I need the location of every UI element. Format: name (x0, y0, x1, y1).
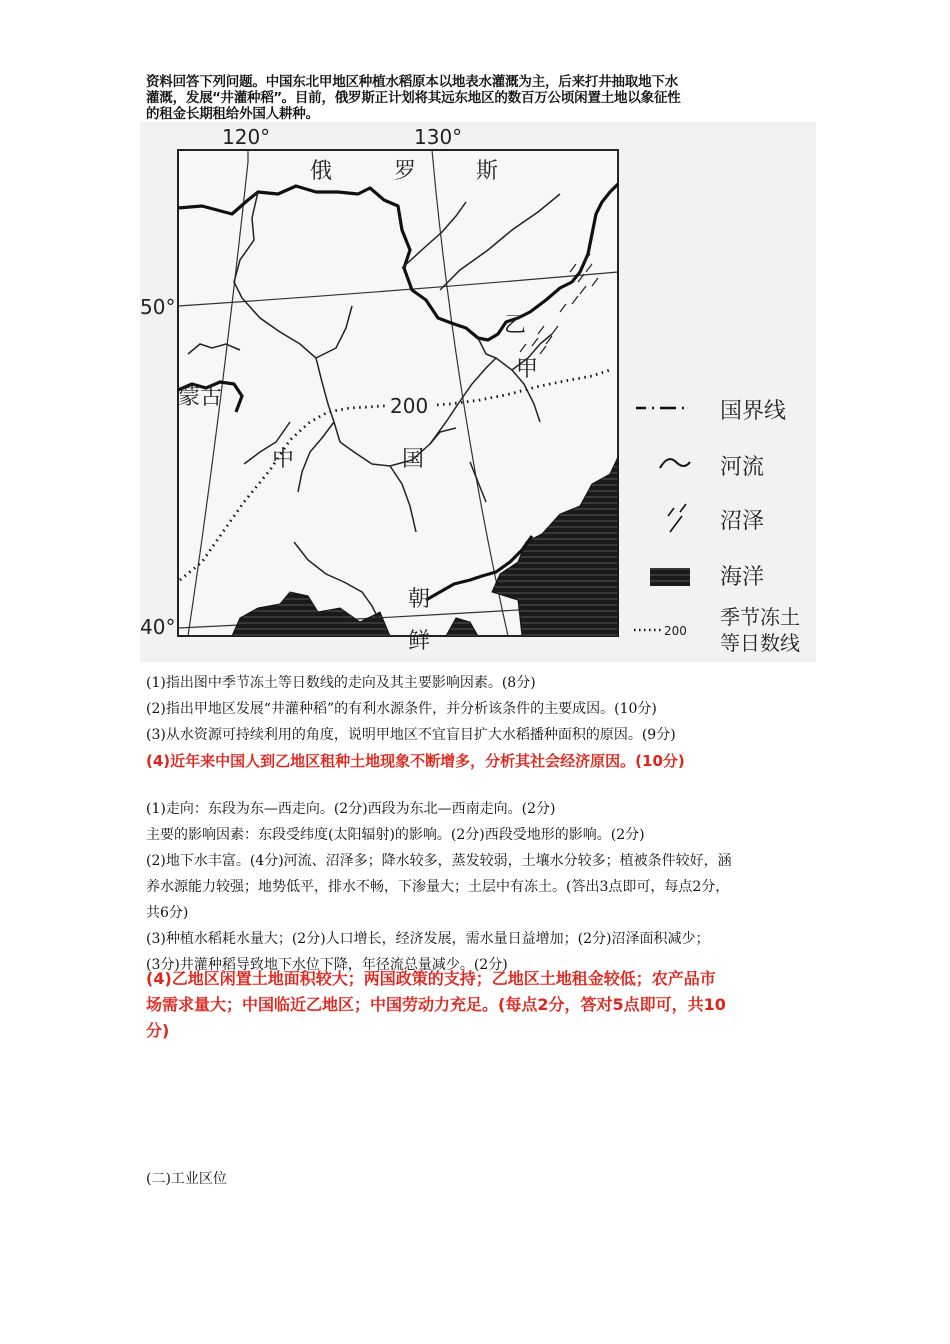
intro-line: 资料回答下列问题。中国东北甲地区种植水稻原本以地表水灌溉为主，后来打井抽取地下水 (146, 74, 678, 90)
answer-line: (3分)井灌种稻导致地下水位下降，年径流总量减少。(2分) (146, 957, 508, 973)
intro-line: 灌溉，发展“井灌种稻”。目前，俄罗斯正计划将其远东地区的数百万公顷闲置土地以象征性 (146, 90, 681, 106)
lon-label-130: 130° (414, 125, 463, 149)
answer-line: (3)种植水稻耗水量大；(2分)人口增长，经济发展，需水量日益增加；(2分)沼泽面积减少； (146, 931, 710, 947)
lon-label-120: 120° (222, 125, 271, 149)
answer-line: 共6分) (146, 905, 189, 921)
lat-label-40: 40° (140, 615, 176, 639)
label-china-1: 中 (272, 447, 295, 472)
label-korea-1: 朝 (408, 587, 431, 612)
label-korea-2: 鲜 (408, 629, 431, 654)
legend-ocean-symbol (650, 568, 690, 586)
legend-isoline-sample: 200 (664, 624, 687, 638)
northeast-china-map (140, 122, 816, 662)
legend-ocean-label: 海洋 (720, 565, 765, 590)
question-list (146, 670, 826, 774)
lat-label-50: 50° (140, 295, 176, 319)
answer-line: (2)地下水丰富。(4分)河流、沼泽多；降水较多，蒸发较弱，土壤水分较多；植被条件较好，涵 (146, 853, 732, 869)
answer-4-line: 分) (146, 1021, 170, 1040)
legend-border-label: 国界线 (720, 399, 787, 424)
isoline-label: 200 (390, 394, 429, 418)
intro-paragraph (146, 74, 810, 122)
legend-isoline-label-1: 季节冻土 (720, 605, 800, 629)
intro-line: 的租金长期租给外国人耕种。 (146, 106, 319, 122)
answer-line: 养水源能力较强；地势低平，排水不畅，下渗量大；土层中有冻土。(答出3点即可，每点2分， (146, 879, 730, 895)
question-1: (1)指出图中季节冻土等日数线的走向及其主要影响因素。(8分) (146, 675, 536, 691)
label-yi: 乙 (504, 313, 527, 338)
label-russia-1: 俄 (310, 159, 333, 184)
question-4: (4)近年来中国人到乙地区租种土地现象不断增多，分析其社会经济原因。(10分) (146, 752, 685, 770)
label-russia-2: 罗 (394, 159, 417, 184)
answer-list (146, 796, 814, 978)
answer-4-line: (4)乙地区闲置土地面积较大；两国政策的支持；乙地区土地租金较低；农产品市 (146, 969, 716, 988)
answer-4-line: 场需求量大；中国临近乙地区；中国劳动力充足。(每点2分，答对5点即可，共10 (146, 995, 726, 1014)
question-3: (3)从水资源可持续利用的角度，说明甲地区不宜盲目扩大水稻播种面积的原因。(9分) (146, 727, 676, 743)
legend-swamp-label: 沼泽 (720, 509, 765, 534)
legend-isoline-label-2: 等日数线 (720, 631, 800, 655)
label-mongolia: 蒙古 (178, 385, 223, 410)
label-jia: 甲 (516, 357, 539, 382)
label-china-2: 国 (402, 447, 425, 472)
label-russia-3: 斯 (476, 159, 499, 184)
question-2: (2)指出甲地区发展“井灌种稻”的有利水源条件，并分析该条件的主要成因。(10分) (146, 701, 657, 717)
section-title: (二)工业区位 (146, 1171, 227, 1187)
legend-river-label: 河流 (720, 455, 765, 480)
answer-4 (146, 966, 814, 1044)
answer-line: (1)走向：东段为东—西走向。(2分)西段为东北—西南走向。(2分) (146, 801, 556, 817)
answer-line: 主要的影响因素：东段受纬度(太阳辐射)的影响。(2分)西段受地形的影响。(2分) (146, 827, 645, 843)
